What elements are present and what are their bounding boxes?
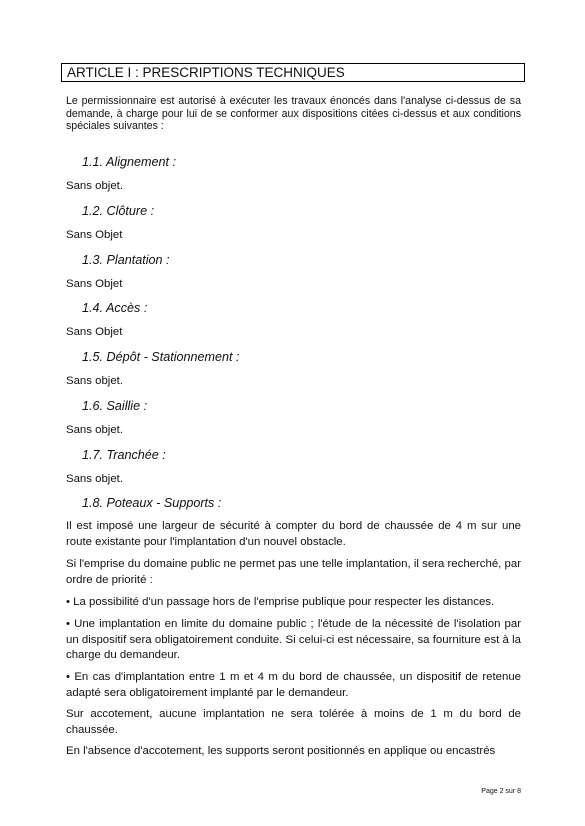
section-value-alignement: Sans objet.	[66, 180, 123, 192]
section-value-tranchee: Sans objet.	[66, 473, 123, 485]
section-heading-poteaux-supports: 1.8. Poteaux - Supports :	[82, 496, 222, 510]
paragraph-largeur-securite: Il est imposé une largeur de sécurité à compter du bord de chaussée de 4 m sur une route existante pour l'implantation d'un nouvel obstacle.	[66, 520, 521, 548]
paragraph-absence-accotement: En l'absence d'accotement, les supports seront positionnés en applique ou encastrés	[66, 745, 496, 757]
section-heading-alignement: 1.1. Alignement :	[82, 155, 177, 169]
section-value-cloture: Sans Objet	[66, 229, 123, 241]
bullet-implantation-1-4m: • En cas d'implantation entre 1 m et 4 m du bord de chaussée, un dispositif de retenue adapté sera obligatoirement implanté par le demandeur.	[66, 671, 521, 699]
paragraph-emprise: Si l'emprise du domaine public ne permet pas une telle implantation, il sera recherché, par ordre de priorité :	[66, 558, 521, 586]
page-number: Page 2 sur 8	[481, 788, 521, 795]
section-heading-cloture: 1.2. Clôture :	[82, 204, 155, 218]
paragraph-accotement: Sur accotement, aucune implantation ne sera tolérée à moins de 1 m du bord de chaussée.	[66, 708, 521, 736]
article-title: ARTICLE I : PRESCRIPTIONS TECHNIQUES	[61, 63, 525, 82]
section-heading-plantation: 1.3. Plantation :	[82, 253, 170, 267]
intro-paragraph: Le permissionnaire est autorisé à exécuter les travaux énoncés dans l'analyse ci-dessus de sa demande, à charge pour lui de se conformer aux dispositions citées ci-dessus et aux conditions spéciales suivantes :	[66, 95, 521, 132]
section-heading-depot-stationnement: 1.5. Dépôt - Stationnement :	[82, 350, 240, 364]
bullet-passage-hors-emprise: • La possibilité d'un passage hors de l'emprise publique pour respecter les distances.	[66, 596, 495, 608]
section-heading-acces: 1.4. Accès :	[82, 301, 148, 315]
section-value-saillie: Sans objet.	[66, 424, 123, 436]
bullet-limite-domaine-public: • Une implantation en limite du domaine public ; l'étude de la nécessité de l'isolation par un dispositif sera obligatoirement conduite. Si celui-ci est nécessaire, sa fourniture est à la charge du demandeur.	[66, 618, 521, 661]
section-value-acces: Sans Objet	[66, 326, 123, 338]
section-heading-tranchee: 1.7. Tranchée :	[82, 448, 166, 462]
section-heading-saillie: 1.6. Saillie :	[82, 399, 148, 413]
section-value-plantation: Sans Objet	[66, 278, 123, 290]
section-value-depot-stationnement: Sans objet.	[66, 375, 123, 387]
